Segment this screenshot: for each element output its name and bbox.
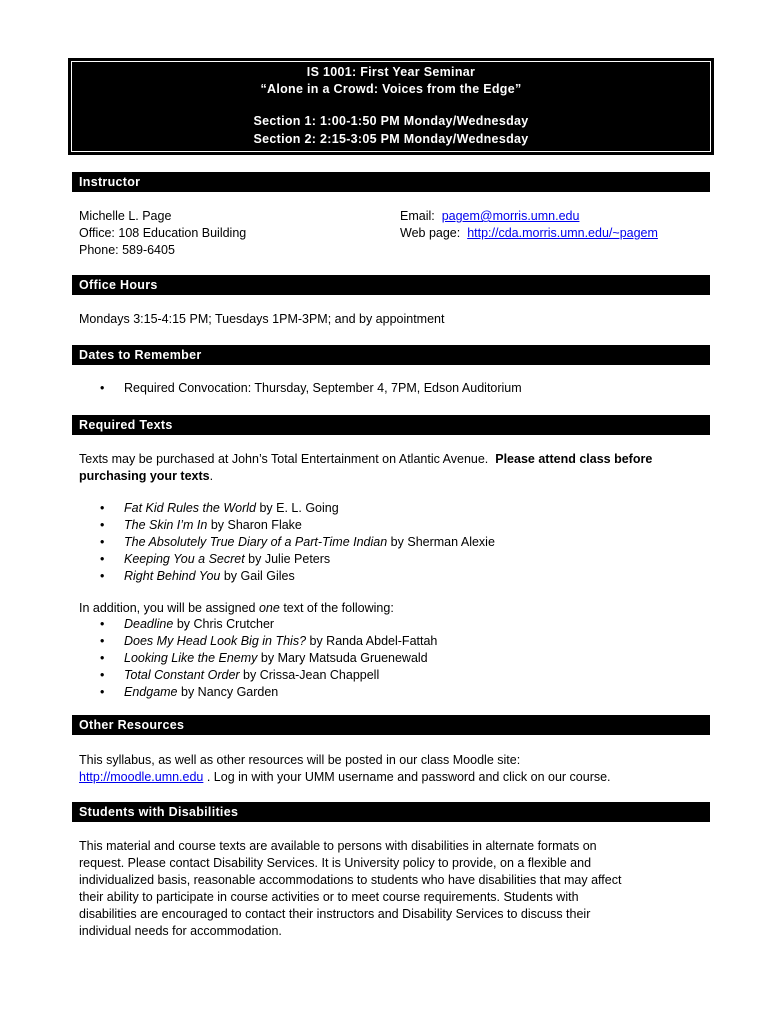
bullet: • bbox=[100, 552, 105, 566]
book-title: Does My Head Look Big in This? bbox=[124, 634, 307, 648]
disabilities-line: individual needs for accommodation. bbox=[79, 924, 282, 938]
disabilities-line: individualized basis, reasonable accommodations to students who have disabilities that may affect bbox=[79, 873, 622, 887]
instructor-name: Michelle L. Page bbox=[79, 209, 172, 223]
book-title: The Absolutely True Diary of a Part-Time Indian bbox=[124, 535, 388, 549]
resources-line-1: This syllabus, as well as other resources will be posted in our class Moodle site: bbox=[79, 753, 521, 767]
book-title: Total Constant Order bbox=[124, 668, 240, 682]
book-title: Keeping You a Secret bbox=[124, 552, 245, 566]
webpage-row bbox=[400, 225, 658, 242]
book-title: Right Behind You bbox=[124, 569, 221, 583]
bullet: • bbox=[100, 651, 105, 665]
disabilities-line: This material and course texts are available to persons with disabilities in alternate formats on bbox=[79, 839, 597, 853]
bullet: • bbox=[100, 535, 105, 549]
section-1-time: Section 1: 1:00-1:50 PM Monday/Wednesday bbox=[253, 114, 529, 128]
bullet: • bbox=[100, 668, 105, 682]
book-author: by Chris Crutcher bbox=[173, 617, 275, 631]
disabilities-line: request. Please contact Disability Services. It is University policy to provide, on a flexible and bbox=[79, 856, 592, 870]
section-2-time: Section 2: 2:15-3:05 PM Monday/Wednesday bbox=[253, 132, 529, 146]
list-item bbox=[100, 568, 495, 585]
bullet: • bbox=[100, 381, 105, 395]
texts-intro-bold: Please attend class before purchasing your texts bbox=[79, 452, 653, 483]
book-title: Endgame bbox=[124, 685, 178, 699]
dates-list bbox=[100, 380, 522, 397]
book-title: Looking Like the Enemy bbox=[124, 651, 258, 665]
texts-intro-end: . bbox=[209, 469, 214, 483]
list-item bbox=[100, 517, 495, 534]
book-author: by Sherman Alexie bbox=[387, 535, 495, 549]
list-item bbox=[100, 500, 495, 517]
webpage-label: Web page: bbox=[400, 226, 461, 240]
list-item bbox=[100, 684, 437, 701]
list-item bbox=[100, 534, 495, 551]
optional-texts-list bbox=[100, 616, 437, 701]
disabilities-line: disabilities are encouraged to contact their instructors and Disability Services to discuss their bbox=[79, 907, 591, 921]
book-title: The Skin I’m In bbox=[124, 518, 208, 532]
webpage-link[interactable]: http://cda.morris.umn.edu/~pagem bbox=[467, 226, 658, 240]
date-item-text: Required Convocation: Thursday, September 4, 7PM, Edson Auditorium bbox=[124, 381, 522, 395]
list-item bbox=[100, 616, 437, 633]
email-link[interactable]: pagem@morris.umn.edu bbox=[441, 209, 580, 223]
list-item bbox=[100, 650, 437, 667]
office-hours-text: Mondays 3:15-4:15 PM; Tuesdays 1PM-3PM; and by appointment bbox=[79, 312, 445, 326]
list-item bbox=[100, 551, 495, 568]
course-title: IS 1001: First Year Seminar bbox=[306, 65, 476, 79]
instructor-office: Office: 108 Education Building bbox=[79, 226, 247, 240]
email-label: Email: bbox=[400, 209, 435, 223]
book-author: by Crissa-Jean Chappell bbox=[239, 668, 380, 682]
instructor-heading: Instructor bbox=[72, 172, 710, 192]
other-resources-heading: Other Resources bbox=[72, 715, 710, 735]
addition-line bbox=[79, 600, 394, 617]
bullet: • bbox=[100, 685, 105, 699]
bullet: • bbox=[100, 617, 105, 631]
addition-post: text of the following: bbox=[279, 601, 394, 615]
book-title: Deadline bbox=[124, 617, 174, 631]
book-author: by Sharon Flake bbox=[207, 518, 302, 532]
resources-line-2-text: . Log in with your UMM username and password and click on our course. bbox=[203, 770, 611, 784]
book-author: by Gail Giles bbox=[220, 569, 295, 583]
book-author: by Randa Abdel-Fattah bbox=[306, 634, 438, 648]
required-texts-list bbox=[100, 500, 495, 585]
course-subtitle: “Alone in a Crowd: Voices from the Edge” bbox=[260, 82, 522, 96]
bullet: • bbox=[100, 569, 105, 583]
list-item bbox=[100, 633, 437, 650]
email-row bbox=[400, 208, 579, 225]
texts-intro bbox=[79, 451, 709, 485]
book-author: by Julie Peters bbox=[244, 552, 331, 566]
addition-pre: In addition, you will be assigned bbox=[79, 601, 259, 615]
list-item bbox=[100, 667, 437, 684]
book-author: by E. L. Going bbox=[256, 501, 339, 515]
resources-line-2 bbox=[79, 769, 611, 786]
addition-emphasis: one bbox=[258, 601, 280, 615]
office-hours-heading: Office Hours bbox=[72, 275, 710, 295]
dates-heading: Dates to Remember bbox=[72, 345, 710, 365]
book-author: by Nancy Garden bbox=[177, 685, 279, 699]
texts-intro-text: Texts may be purchased at John’s Total Entertainment on Atlantic Avenue. bbox=[79, 452, 489, 466]
book-author: by Mary Matsuda Gruenewald bbox=[257, 651, 428, 665]
required-texts-heading: Required Texts bbox=[72, 415, 710, 435]
book-title: Fat Kid Rules the World bbox=[124, 501, 256, 515]
disabilities-line: their ability to participate in course activities or to meet course requirements. Students with bbox=[79, 890, 579, 904]
bullet: • bbox=[100, 634, 105, 648]
bullet: • bbox=[100, 518, 105, 532]
moodle-link[interactable]: http://moodle.umn.edu bbox=[79, 770, 204, 784]
instructor-phone: Phone: 589-6405 bbox=[79, 243, 175, 257]
bullet: • bbox=[100, 501, 105, 515]
course-title-box bbox=[68, 58, 714, 155]
list-item bbox=[100, 380, 522, 397]
disabilities-heading: Students with Disabilities bbox=[72, 802, 710, 822]
